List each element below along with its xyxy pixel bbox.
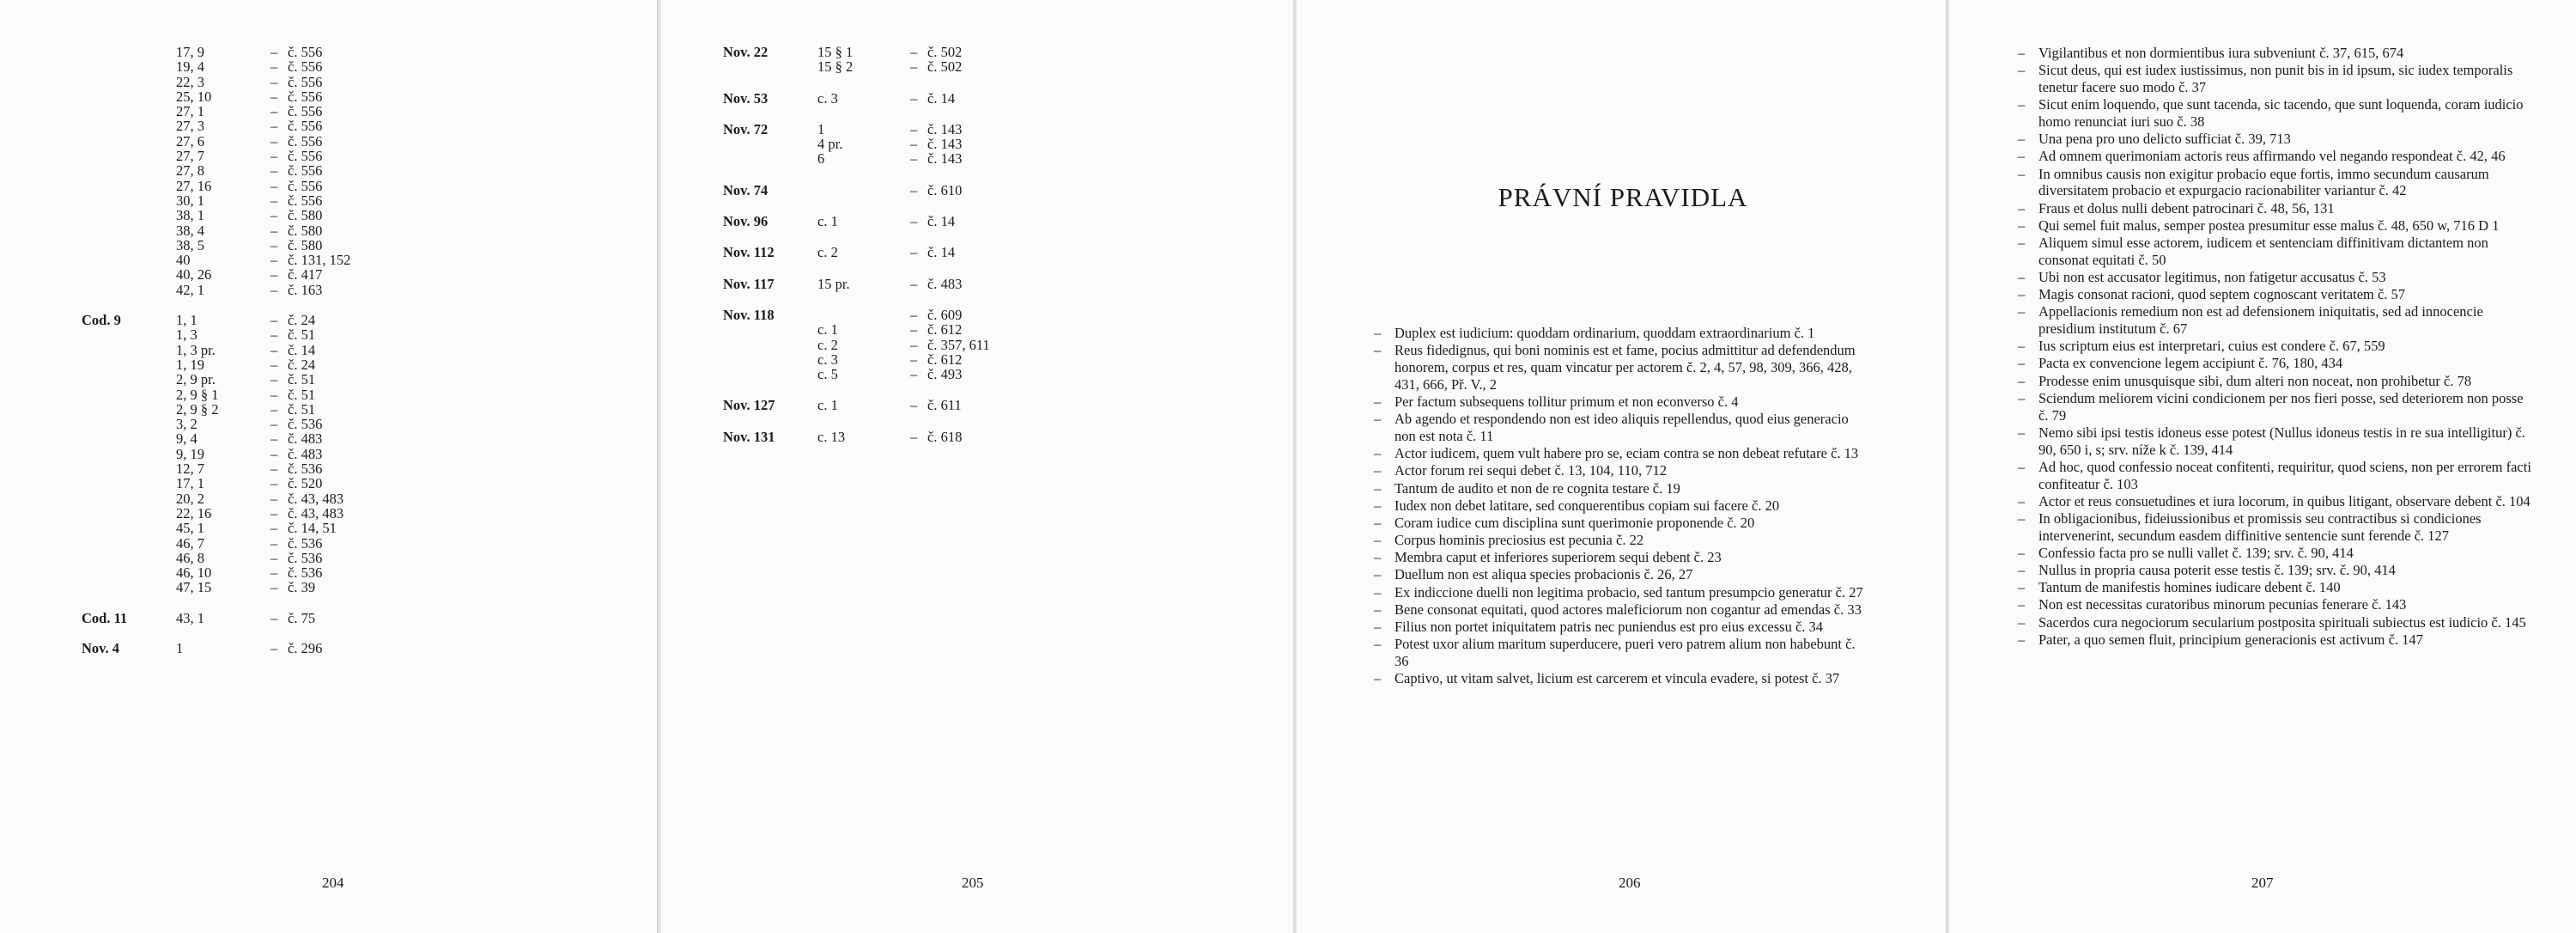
article-ref: č. 536	[288, 549, 323, 566]
article-ref: č. 14	[927, 244, 956, 261]
article-ref: č. 536	[288, 416, 323, 433]
section-ref: c. 3	[817, 351, 838, 368]
legal-rules-list	[1374, 325, 1872, 687]
legal-rule-item: – Per factum subsequens tollitur primum et non econverso č. 4	[1374, 393, 1872, 411]
section-ref: 12, 7	[176, 460, 204, 478]
article-ref: č. 536	[288, 460, 323, 478]
legal-rule-item: – Filius non portet iniquitatem patris nec puniendus est pro eius excessu č. 34	[1374, 619, 1872, 636]
dash-separator: –	[270, 192, 278, 209]
source-label: Nov. 22	[723, 44, 769, 60]
article-ref: č. 580	[288, 222, 323, 239]
source-label: Nov. 118	[723, 306, 775, 323]
section-ref: 1	[817, 120, 825, 137]
source-label: Nov. 96	[723, 213, 769, 230]
section-ref: c. 5	[817, 366, 838, 383]
page-204	[0, 0, 661, 933]
article-ref: č. 610	[927, 181, 963, 198]
section-ref: 46, 8	[176, 549, 204, 566]
article-ref: č. 580	[288, 236, 323, 253]
dash-separator: –	[910, 150, 918, 168]
section-ref: 9, 19	[176, 445, 204, 462]
dash-separator: –	[910, 306, 918, 323]
section-ref: 43, 1	[176, 609, 204, 626]
page-206	[1297, 0, 1949, 933]
legal-rule-item: – Duellum non est aliqua species probacionis č. 26, 27	[1374, 566, 1872, 583]
legal-rule-item: – Pater, a quo semen fluit, principium generacionis est activum č. 147	[2018, 631, 2533, 649]
legal-rule-item: – Actor forum rei sequi debet č. 13, 104, 110, 712	[1374, 462, 1872, 479]
legal-rule-item: – Duplex est iudicium: quoddam ordinarium, quoddam extraordinarium č. 1	[1374, 325, 1872, 342]
dash-separator: –	[910, 89, 918, 107]
dash-separator: –	[270, 252, 278, 269]
legal-rule-item: – Ex indiccione duelli non legitima probacio, sed tantum presumpcio generatur č. 27	[1374, 584, 1872, 601]
section-ref: 17, 9	[176, 44, 204, 60]
page-number: 204	[322, 875, 344, 891]
article-ref: č. 24	[288, 356, 316, 373]
source-label: Cod. 9	[82, 312, 121, 329]
source-label: Nov. 112	[723, 244, 775, 261]
article-ref: č. 556	[288, 162, 323, 180]
article-ref: č. 536	[288, 534, 323, 552]
legal-rule-item: – Actor et reus consuetudines et iura locorum, in quibus litigant, observare debent č. 104	[2018, 493, 2533, 510]
article-ref: č. 75	[288, 609, 316, 626]
article-ref: č. 51	[288, 326, 316, 344]
article-ref: č. 24	[288, 312, 316, 329]
article-ref: č. 483	[288, 445, 323, 462]
source-label: Nov. 4	[82, 639, 120, 656]
legal-rule-item: – Captivo, ut vitam salvet, licium est carcerem et vincula evadere, si potest č. 37	[1374, 670, 1872, 687]
legal-rule-item: – In obligacionibus, fideiussionibus et promissis seu contractibus si condiciones intervenerint, secundum easdem diffinitive sentencie sunt ferende č. 127	[2018, 510, 2533, 545]
section-ref: c. 1	[817, 213, 838, 230]
section-ref: 38, 5	[176, 236, 204, 253]
legal-rule-item: – Magis consonat racioni, quod septem cognoscant veritatem č. 57	[2018, 286, 2533, 303]
legal-rule-item: – Fraus et dolus nulli debent patrocinari č. 48, 56, 131	[2018, 200, 2533, 217]
dash-separator: –	[270, 132, 278, 149]
source-label: Nov. 53	[723, 89, 769, 107]
article-ref: č. 143	[927, 120, 963, 137]
article-ref: č. 556	[288, 88, 323, 105]
section-ref: 27, 7	[176, 148, 204, 165]
section-ref: c. 3	[817, 89, 838, 107]
section-ref: 1, 19	[176, 356, 204, 373]
legal-rule-item: – Pacta ex convencione legem accipiunt č. 76, 180, 434	[2018, 355, 2533, 372]
article-ref: č. 618	[927, 428, 963, 445]
section-ref: c. 2	[817, 244, 838, 261]
legal-rule-item: – Sicut deus, qui est iudex iustissimus, non punit bis in id ipsum, sic iudex temporalis tenetur facere suo modo č. 37	[2018, 62, 2533, 96]
article-ref: č. 611	[927, 397, 962, 414]
dash-separator: –	[270, 73, 278, 90]
legal-rule-item: – Appellacionis remedium non est ad defensionem iniquitatis, sed ad innocencie presidium institutum č. 67	[2018, 303, 2533, 338]
legal-rule-item: – Ad omnem querimoniam actoris reus affirmando vel negando respondeat č. 42, 46	[2018, 148, 2533, 165]
dash-separator: –	[910, 275, 918, 292]
dash-separator: –	[270, 177, 278, 194]
dash-separator: –	[270, 564, 278, 582]
article-ref: č. 493	[927, 366, 963, 383]
legal-rule-item: – Tantum de manifestis homines iudicare debent č. 140	[2018, 579, 2533, 596]
legal-rule-item: – Ad hoc, quod confessio noceat confitenti, requiritur, quod sciens, non per errorem facti confiteatur č. 103	[2018, 459, 2533, 493]
section-ref: 27, 6	[176, 132, 204, 149]
legal-rule-item: – Sacerdos cura negociorum secularium postposita spirituali subiectus est iudicio č. 145	[2018, 614, 2533, 631]
article-ref: č. 556	[288, 132, 323, 149]
page-number: 205	[962, 875, 984, 891]
article-ref: č. 43, 483	[288, 504, 344, 521]
section-ref: 27, 16	[176, 177, 212, 194]
section-ref: 30, 1	[176, 192, 204, 209]
legal-rule-item: – Ubi non est accusator legitimus, non fatigetur accusatus č. 53	[2018, 269, 2533, 286]
dash-separator: –	[270, 266, 278, 284]
section-ref: 42, 1	[176, 281, 204, 298]
section-ref: 2, 9 § 1	[176, 386, 219, 403]
dash-separator: –	[910, 321, 918, 338]
dash-separator: –	[270, 103, 278, 120]
section-ref: 27, 1	[176, 103, 204, 120]
article-ref: č. 14, 51	[288, 520, 337, 537]
article-ref: č. 556	[288, 177, 323, 194]
dash-separator: –	[910, 120, 918, 137]
article-ref: č. 502	[927, 44, 963, 60]
article-ref: č. 520	[288, 475, 323, 492]
section-ref: 22, 3	[176, 73, 204, 90]
section-ref: 4 pr.	[817, 136, 843, 153]
legal-rule-item: – Nemo sibi ipsi testis idoneus esse potest (Nullus idoneus testis in re sua intelligitur) č. 90, 650 i, s; srv. níže k č. 139, 414	[2018, 424, 2533, 459]
source-label: Nov. 117	[723, 275, 775, 292]
legal-rule-item: – Qui semel fuit malus, semper postea presumitur esse malus č. 48, 650 w, 716 D 1	[2018, 217, 2533, 235]
dash-separator: –	[910, 428, 918, 445]
article-ref: č. 14	[927, 213, 956, 230]
dash-separator: –	[270, 281, 278, 298]
page-number: 207	[2251, 875, 2274, 891]
section-ref: 15 § 2	[817, 58, 854, 76]
dash-separator: –	[270, 312, 278, 329]
article-ref: č. 556	[288, 192, 323, 209]
dash-separator: –	[270, 58, 278, 76]
article-ref: č. 51	[288, 400, 316, 418]
legal-rule-item: – Potest uxor alium maritum superducere, pueri vero patrem alium non habebunt č. 36	[1374, 636, 1872, 670]
dash-separator: –	[910, 366, 918, 383]
article-ref: č. 143	[927, 150, 963, 168]
page-207	[1949, 0, 2576, 933]
dash-separator: –	[270, 520, 278, 537]
dash-separator: –	[270, 490, 278, 507]
section-ref: 1, 3	[176, 326, 197, 344]
dash-separator: –	[910, 351, 918, 368]
dash-separator: –	[270, 386, 278, 403]
section-title: PRÁVNÍ PRAVIDLA	[1498, 182, 1748, 212]
page-205	[661, 0, 1297, 933]
legal-rule-item: – Membra caput et inferiores superiorem sequi debent č. 23	[1374, 549, 1872, 566]
source-label: Nov. 131	[723, 428, 775, 445]
dash-separator: –	[910, 213, 918, 230]
source-label: Nov. 74	[723, 181, 769, 198]
article-ref: č. 556	[288, 58, 323, 76]
legal-rule-item: – Nullus in propria causa poterit esse testis č. 139; srv. č. 90, 414	[2018, 562, 2533, 579]
dash-separator: –	[270, 356, 278, 373]
section-ref: c. 1	[817, 397, 838, 414]
dash-separator: –	[910, 58, 918, 76]
legal-rule-item: – Reus fidedignus, qui boni nominis est et fame, pocius admittitur ad defendendum honorem, corpus et res, quam vincatur per actorem č. 2, 4, 57, 98, 309, 366, 428, 431, 666, Př. V., 2	[1374, 342, 1872, 393]
article-ref: č. 163	[288, 281, 323, 298]
dash-separator: –	[270, 88, 278, 105]
section-ref: 38, 4	[176, 222, 204, 239]
article-ref: č. 357, 611	[927, 336, 990, 353]
article-ref: č. 43, 483	[288, 490, 344, 507]
article-ref: č. 609	[927, 306, 963, 323]
article-ref: č. 612	[927, 351, 963, 368]
section-ref: 46, 7	[176, 534, 204, 552]
dash-separator: –	[910, 397, 918, 414]
section-ref: 27, 3	[176, 118, 204, 135]
article-ref: č. 143	[927, 136, 963, 153]
legal-rule-item: – Ab agendo et respondendo non est ideo aliquis repellendus, quod eius generacio non est nota č. 11	[1374, 411, 1872, 445]
section-ref: 22, 16	[176, 504, 212, 521]
dash-separator: –	[270, 549, 278, 566]
article-ref: č. 612	[927, 321, 963, 338]
section-ref: 3, 2	[176, 416, 197, 433]
section-ref: 45, 1	[176, 520, 204, 537]
legal-rule-item: – Tantum de audito et non de re cognita testare č. 19	[1374, 480, 1872, 497]
dash-separator: –	[910, 244, 918, 261]
section-ref: 17, 1	[176, 475, 204, 492]
section-ref: 27, 8	[176, 162, 204, 180]
legal-rule-item: – Vigilantibus et non dormientibus iura subveniunt č. 37, 615, 674	[2018, 45, 2533, 62]
article-ref: č. 556	[288, 118, 323, 135]
article-ref: č. 580	[288, 207, 323, 224]
legal-rule-item: – Coram iudice cum disciplina sunt querimonie proponende č. 20	[1374, 515, 1872, 532]
legal-rule-item: – Aliquem simul esse actorem, iudicem et sentenciam diffinitivam dictantem non consonat equitati č. 50	[2018, 235, 2533, 269]
dash-separator: –	[910, 336, 918, 353]
dash-separator: –	[270, 341, 278, 358]
article-ref: č. 14	[288, 341, 316, 358]
dash-separator: –	[270, 162, 278, 180]
article-ref: č. 502	[927, 58, 963, 76]
section-ref: 1	[176, 639, 184, 656]
dash-separator: –	[270, 430, 278, 448]
article-ref: č. 556	[288, 103, 323, 120]
section-ref: 15 § 1	[817, 44, 854, 60]
dash-separator: –	[910, 136, 918, 153]
section-ref: 20, 2	[176, 490, 204, 507]
article-ref: č. 417	[288, 266, 323, 284]
legal-rules-list	[2018, 45, 2533, 649]
source-label: Nov. 127	[723, 397, 775, 414]
dash-separator: –	[270, 326, 278, 344]
article-ref: č. 483	[288, 430, 323, 448]
page-number: 206	[1619, 875, 1641, 891]
legal-rule-item: – Una pena pro uno delicto sufficiat č. 39, 713	[2018, 131, 2533, 148]
source-label: Nov. 72	[723, 120, 769, 137]
section-ref: 6	[817, 150, 825, 168]
article-ref: č. 556	[288, 148, 323, 165]
dash-separator: –	[270, 460, 278, 478]
section-ref: c. 1	[817, 321, 838, 338]
legal-rule-item: – Ius scriptum eius est interpretari, cuius est condere č. 67, 559	[2018, 338, 2533, 355]
dash-separator: –	[270, 44, 278, 60]
article-ref: č. 536	[288, 564, 323, 582]
section-ref: 38, 1	[176, 207, 204, 224]
dash-separator: –	[270, 207, 278, 224]
section-ref: 1, 3 pr.	[176, 341, 216, 358]
dash-separator: –	[270, 534, 278, 552]
article-ref: č. 296	[288, 639, 323, 656]
dash-separator: –	[270, 639, 278, 656]
section-ref: 2, 9 § 2	[176, 400, 219, 418]
legal-rule-item: – Sciendum meliorem vicini condicionem per nos fieri posse, sed deteriorem non posse č. 79	[2018, 390, 2533, 424]
section-ref: 40, 26	[176, 266, 212, 284]
dash-separator: –	[270, 118, 278, 135]
section-ref: 1, 1	[176, 312, 197, 329]
section-ref: c. 13	[817, 428, 846, 445]
section-ref: 47, 15	[176, 579, 212, 596]
section-ref: 25, 10	[176, 88, 212, 105]
legal-rule-item: – Corpus hominis preciosius est pecunia č. 22	[1374, 532, 1872, 549]
dash-separator: –	[270, 475, 278, 492]
section-ref: 46, 10	[176, 564, 212, 582]
legal-rule-item: – Prodesse enim unusquisque sibi, dum alteri non noceat, non prohibetur č. 78	[2018, 373, 2533, 390]
article-ref: č. 556	[288, 44, 323, 60]
legal-rule-item: – Actor iudicem, quem vult habere pro se, eciam contra se non debeat refutare č. 13	[1374, 445, 1872, 462]
dash-separator: –	[270, 579, 278, 596]
legal-rule-item: – Iudex non debet latitare, sed conquerentibus copiam sui facere č. 20	[1374, 497, 1872, 515]
section-ref: 2, 9 pr.	[176, 371, 216, 388]
dash-separator: –	[270, 416, 278, 433]
article-ref: č. 51	[288, 371, 316, 388]
section-ref: 19, 4	[176, 58, 204, 76]
section-ref: 15 pr.	[817, 275, 850, 292]
legal-rule-item: – Bene consonat equitati, quod actores maleficiorum non cogantur ad emendas č. 33	[1374, 601, 1872, 619]
dash-separator: –	[910, 181, 918, 198]
dash-separator: –	[270, 609, 278, 626]
legal-rule-item: – Confessio facta pro se nulli vallet č. 139; srv. č. 90, 414	[2018, 545, 2533, 562]
dash-separator: –	[270, 236, 278, 253]
dash-separator: –	[270, 400, 278, 418]
dash-separator: –	[270, 445, 278, 462]
dash-separator: –	[270, 504, 278, 521]
article-ref: č. 483	[927, 275, 963, 292]
legal-rule-item: – Non est necessitas curatoribus minorum pecunias fenerare č. 143	[2018, 596, 2533, 613]
article-ref: č. 131, 152	[288, 252, 351, 269]
article-ref: č. 51	[288, 386, 316, 403]
dash-separator: –	[910, 44, 918, 60]
section-ref: c. 2	[817, 336, 838, 353]
dash-separator: –	[270, 222, 278, 239]
article-ref: č. 14	[927, 89, 956, 107]
section-ref: 9, 4	[176, 430, 197, 448]
section-ref: 40	[176, 252, 191, 269]
dash-separator: –	[270, 148, 278, 165]
article-ref: č. 556	[288, 73, 323, 90]
legal-rule-item: – Sicut enim loquendo, que sunt tacenda, sic tacendo, que sunt loquenda, coram iudicio homo renunciat iuri suo č. 38	[2018, 96, 2533, 131]
dash-separator: –	[270, 371, 278, 388]
source-label: Cod. 11	[82, 609, 128, 626]
legal-rule-item: – In omnibus causis non exigitur probacio eque fortis, immo secundum causarum diversitatem probacio et expurgacio racionabiliter variantur č. 42	[2018, 166, 2533, 200]
article-ref: č. 39	[288, 579, 316, 596]
